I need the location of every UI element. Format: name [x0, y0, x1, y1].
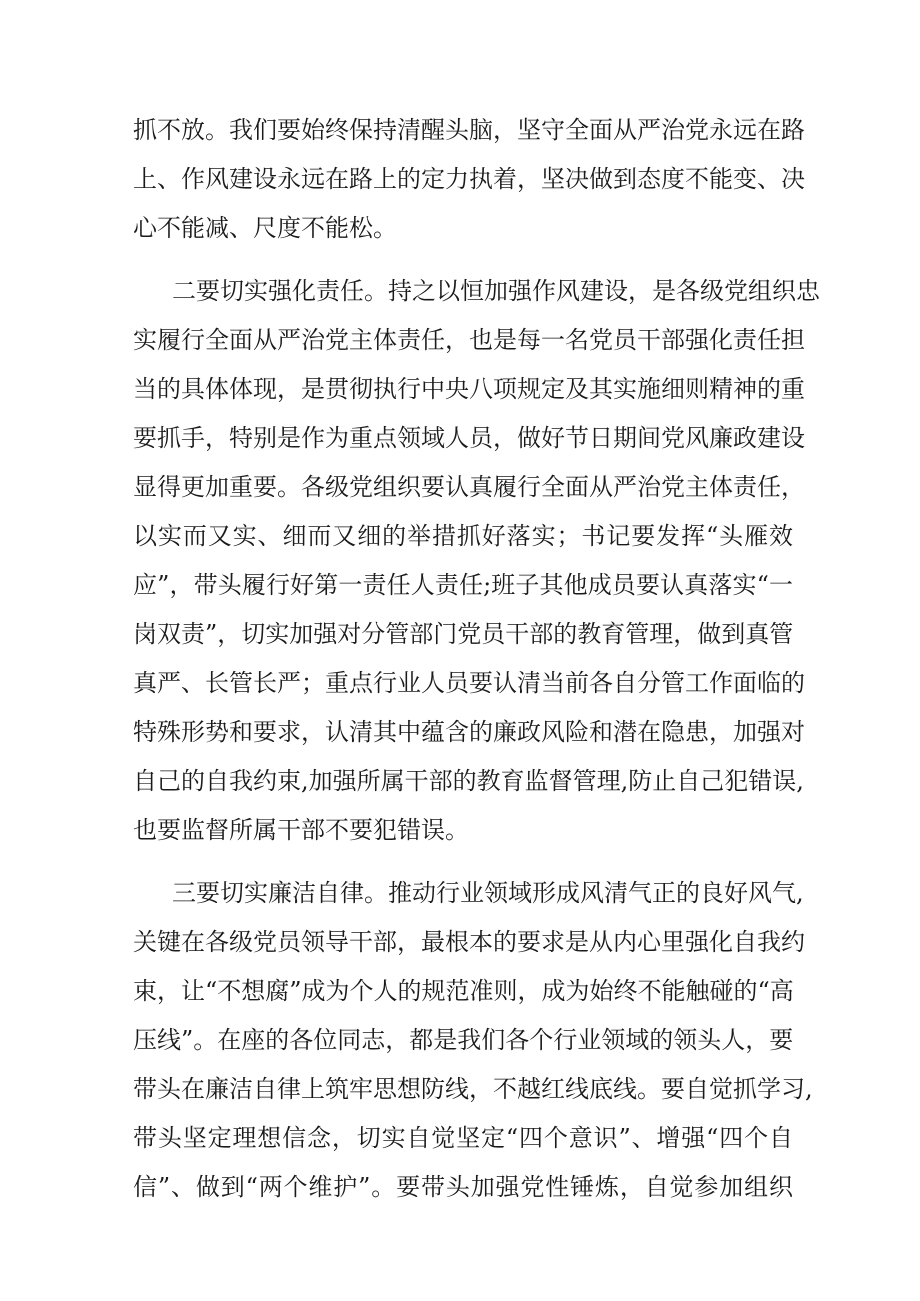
text-line: 真严、长管长严；重点行业人员要认清当前各自分管工作面临的 — [133, 669, 805, 697]
text-line: 三要切实廉洁自律。推动行业领域形成风清气正的良好风气, — [172, 879, 804, 907]
text-line: 以实而又实、细而又细的举措抓好落实；书记要发挥“头雁效 — [133, 522, 793, 550]
text-line: 实履行全面从严治党主体责任，也是每一名党员干部强化责任担 — [133, 326, 805, 354]
text-line: 压线”。在座的各位同志，都是我们各个行业领域的领头人，要 — [133, 1026, 794, 1054]
text-line: 当的具体体现，是贯彻执行中央八项规定及其实施细则精神的重 — [133, 375, 805, 403]
text-line: 关键在各级党员领导干部，最根本的要求是从内心里强化自我约 — [133, 928, 805, 956]
text-line: 束，让“不想腐”成为个人的规范准则，成为始终不能触碰的“高 — [133, 977, 794, 1005]
text-line: 岗双责”，切实加强对分管部门党员干部的教育管理，做到真管 — [133, 620, 794, 648]
text-line: 心不能减、尺度不能松。 — [133, 214, 397, 242]
text-line: 自己的自我约束,加强所属干部的教育监督管理,防止自己犯错误, — [133, 767, 804, 795]
text-line: 特殊形势和要求，认清其中蕴含的廉政风险和潜在隐患，加强对 — [133, 718, 805, 746]
text-line: 上、作风建设永远在路上的定力执着，坚决做到态度不能变、决 — [133, 165, 805, 193]
text-line: 二要切实强化责任。持之以恒加强作风建设，是各级党组织忠 — [172, 277, 820, 305]
text-line: 信”、做到“两个维护”。要带头加强党性锤炼，自觉参加组织 — [133, 1173, 793, 1201]
text-line: 应”，带头履行好第一责任人责任;班子其他成员要认真落实“一 — [133, 571, 793, 599]
text-line: 要抓手，特别是作为重点领域人员，做好节日期间党风廉政建设 — [133, 424, 805, 452]
text-line: 带头坚定理想信念，切实自觉坚定“四个意识”、增强“四个自 — [133, 1124, 793, 1152]
text-line: 抓不放。我们要始终保持清醒头脑，坚守全面从严治党永远在路 — [133, 116, 805, 144]
text-line: 显得更加重要。各级党组织要认真履行全面从严治党主体责任， — [133, 473, 805, 501]
text-line: 带头在廉洁自律上筑牢思想防线，不越红线底线。要自觉抓学习, — [133, 1075, 813, 1103]
text-line: 也要监督所属干部不要犯错误。 — [133, 816, 469, 844]
